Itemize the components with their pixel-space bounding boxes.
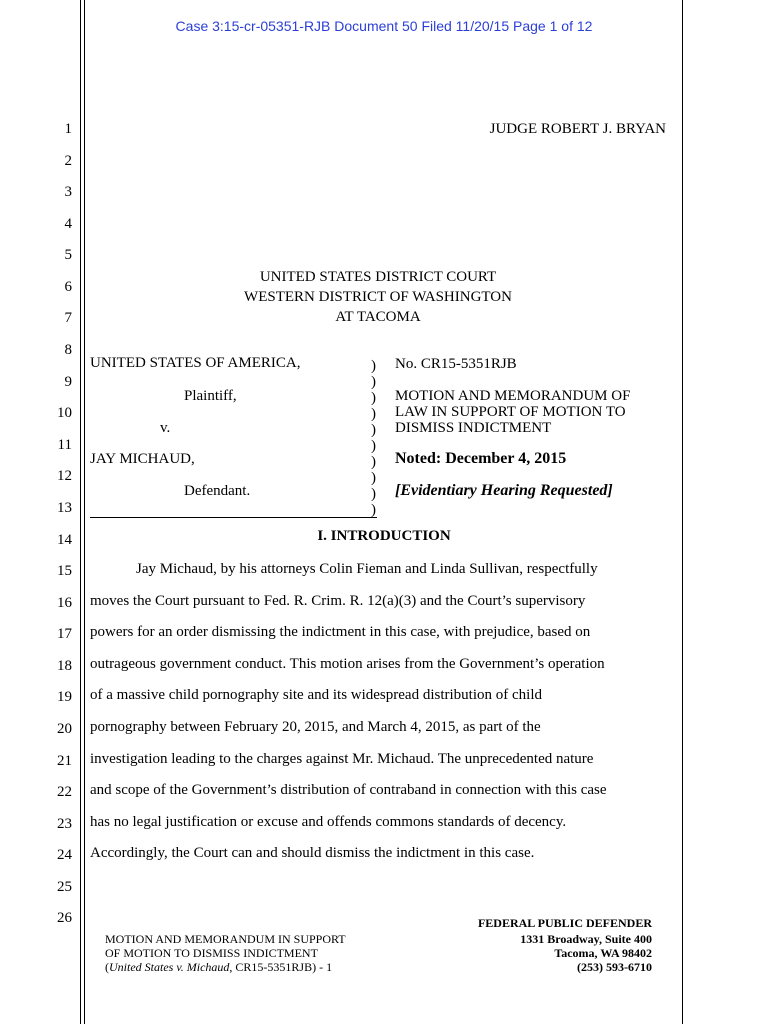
right-margin-rule — [682, 0, 683, 1024]
line-number: 7 — [64, 310, 72, 326]
court-division: AT TACOMA — [335, 309, 421, 325]
line-number: 9 — [64, 374, 72, 390]
line-number: 1 — [64, 121, 72, 137]
noted-date: Noted: December 4, 2015 — [395, 450, 567, 467]
body-line: powers for an order dismissing the indictment in this case, with prejudice, based on — [90, 624, 591, 640]
line-number: 12 — [57, 468, 72, 484]
left-margin-rule-inner — [84, 0, 85, 1024]
line-number: 19 — [57, 689, 72, 705]
body-line: and scope of the Government’s distribution of contraband in connection with this case — [90, 782, 607, 798]
footer-title-line: OF MOTION TO DISMISS INDICTMENT — [105, 946, 318, 960]
case-number: No. CR15-5351RJB — [395, 356, 517, 372]
footer-title-line: MOTION AND MEMORANDUM IN SUPPORT — [105, 932, 346, 946]
defendant-role: Defendant. — [184, 483, 251, 499]
footer-citation — [105, 960, 332, 975]
body-line: pornography between February 20, 2015, and March 4, 2015, as part of the — [90, 719, 541, 735]
body-line: outrageous government conduct. This motion arises from the Government’s operation — [90, 656, 605, 672]
body-line: Jay Michaud, by his attorneys Colin Fieman and Linda Sullivan, respectfully — [136, 561, 598, 577]
line-number: 6 — [64, 279, 72, 295]
court-name: UNITED STATES DISTRICT COURT — [259, 269, 497, 285]
line-number: 2 — [64, 153, 72, 169]
footer-address-city: Tacoma, WA 98402 — [554, 946, 652, 960]
line-number: 18 — [57, 658, 72, 674]
court-heading — [90, 267, 666, 327]
line-number: 26 — [57, 910, 72, 926]
plaintiff-name: UNITED STATES OF AMERICA, — [90, 355, 301, 371]
body-line: of a massive child pornography site and its widespread distribution of child — [90, 687, 542, 703]
line-number: 25 — [57, 879, 72, 895]
line-number: 10 — [57, 405, 72, 421]
body-line: Accordingly, the Court can and should dismiss the indictment in this case. — [90, 845, 535, 861]
footer-office-name: FEDERAL PUBLIC DEFENDER — [477, 916, 652, 930]
line-number: 11 — [57, 437, 72, 453]
defendant-name: JAY MICHAUD, — [90, 451, 195, 467]
line-number: 17 — [57, 626, 72, 642]
footer-citation-suffix: , CR15-5351RJB) - 1 — [229, 960, 333, 974]
footer-address-street: 1331 Broadway, Suite 400 — [520, 932, 652, 946]
body-line: moves the Court pursuant to Fed. R. Crim. R. 12(a)(3) and the Court’s supervisory — [90, 593, 586, 609]
line-number: 5 — [64, 247, 72, 263]
body-line: has no legal justification or excuse and offends commons standards of decency. — [90, 814, 567, 830]
court-district: WESTERN DISTRICT OF WASHINGTON — [244, 289, 512, 305]
footer-phone: (253) 593-6710 — [577, 960, 652, 974]
left-margin-rule — [80, 0, 81, 1024]
line-number: 23 — [57, 816, 72, 832]
line-number: 3 — [64, 184, 72, 200]
body-line: investigation leading to the charges against Mr. Michaud. The unprecedented nature — [90, 751, 594, 767]
line-number: 24 — [57, 847, 72, 863]
line-number: 13 — [57, 500, 72, 516]
line-number: 22 — [57, 784, 72, 800]
motion-title — [395, 388, 630, 436]
line-number: 4 — [64, 216, 72, 232]
line-number: 21 — [57, 753, 72, 769]
ecf-filing-header: Case 3:15-cr-05351-RJB Document 50 Filed 11/20/15 Page 1 of 12 — [175, 18, 593, 34]
line-number: 14 — [57, 532, 72, 548]
caption-divider — [90, 517, 377, 518]
caption-parentheses: ) ) ) ) ) ) ) ) ) ) — [371, 358, 376, 518]
footer-citation-prefix: ( — [105, 960, 109, 974]
line-number: 16 — [57, 595, 72, 611]
versus-label: v. — [160, 420, 171, 436]
line-number: 15 — [57, 563, 72, 579]
motion-title-line: LAW IN SUPPORT OF MOTION TO — [395, 404, 626, 420]
footer-case-name: United States v. Michaud — [109, 960, 230, 974]
hearing-request: [Evidentiary Hearing Requested] — [395, 482, 613, 499]
line-number: 20 — [57, 721, 72, 737]
line-number: 8 — [64, 342, 72, 358]
judge-name: JUDGE ROBERT J. BRYAN — [489, 121, 666, 137]
section-heading: I. INTRODUCTION — [317, 528, 451, 544]
plaintiff-role: Plaintiff, — [184, 388, 237, 404]
motion-title-line: MOTION AND MEMORANDUM OF — [395, 388, 631, 404]
motion-title-line: DISMISS INDICTMENT — [395, 420, 552, 436]
